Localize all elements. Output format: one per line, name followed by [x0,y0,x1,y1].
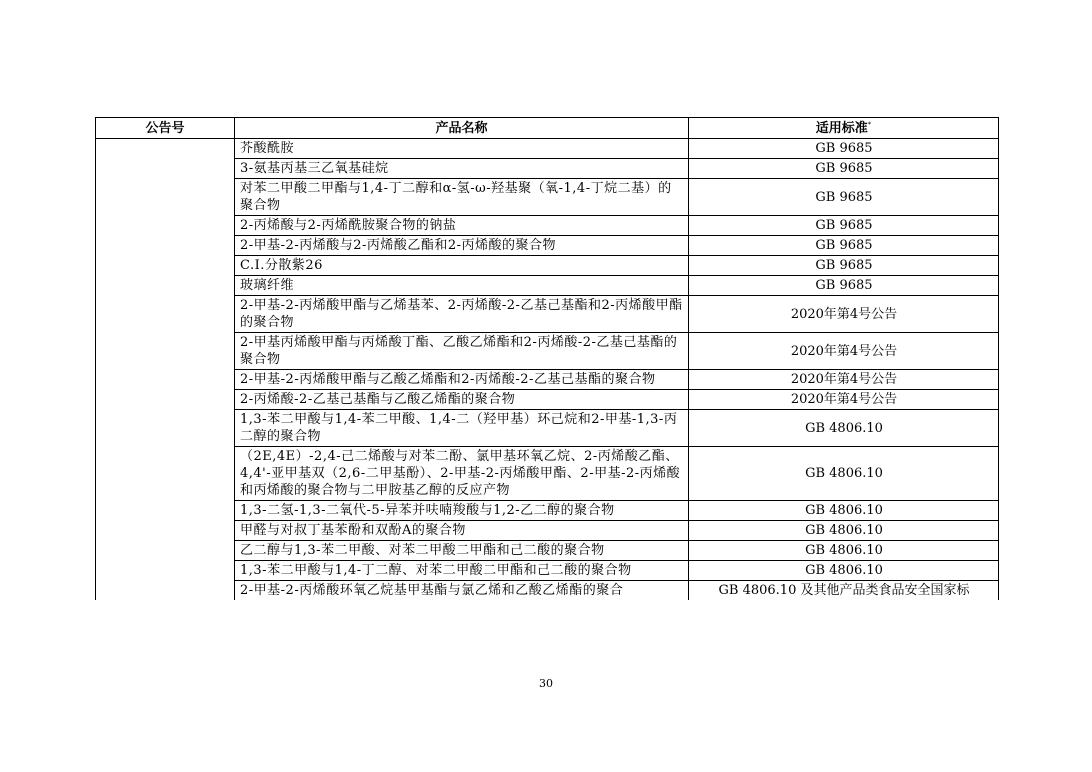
product-name: 2-甲基-2-丙烯酸与2-丙烯酸乙酯和2-丙烯酸的聚合物 [235,236,689,256]
product-name: 芥酸酰胺 [235,139,689,159]
header-applicable-standard-label: 适用标准 [815,120,868,136]
product-name: 2-丙烯酸-2-乙基己基酯与乙酸乙烯酯的聚合物 [235,390,689,410]
product-name: 2-甲基-2-丙烯酸甲酯与乙烯基苯、2-丙烯酸-2-乙基己基酯和2-丙烯酸甲酯的聚合物 [235,296,689,333]
standard: 2020年第4号公告 [689,296,999,333]
header-applicable-standard [689,118,999,139]
product-standard-table [95,117,999,600]
product-name: 2-甲基-2-丙烯酸环氧乙烷基甲基酯与氯乙烯和乙酸乙烯酯的聚合 [235,581,689,601]
product-name: 2-丙烯酸与2-丙烯酰胺聚合物的钠盐 [235,216,689,236]
standard: 2020年第4号公告 [689,333,999,370]
product-name: 2-甲基丙烯酸甲酯与丙烯酸丁酯、乙酸乙烯酯和2-丙烯酸-2-乙基己基酯的聚合物 [235,333,689,370]
standard: GB 9685 [689,159,999,179]
header-notice-number: 公告号 [96,118,235,139]
standard: GB 4806.10 [689,521,999,541]
standard: GB 4806.10 [689,501,999,521]
standard: GB 9685 [689,216,999,236]
product-name: 乙二醇与1,3-苯二甲酸、对苯二甲酸二甲酯和己二酸的聚合物 [235,541,689,561]
product-name: 玻璃纤维 [235,276,689,296]
standard: GB 9685 [689,276,999,296]
product-name: （2E,4E）-2,4-己二烯酸与对苯二酚、氯甲基环氧乙烷、2-丙烯酸乙酯、4,4'-亚甲基双（2,6-二甲基酚）、2-甲基-2-丙烯酸甲酯、2-甲基-2-丙烯酸和丙烯酸的聚合物与二甲胺基乙醇的反应产物 [235,447,689,501]
product-name: 1,3-苯二甲酸与1,4-丁二醇、对苯二甲酸二甲酯和己二酸的聚合物 [235,561,689,581]
standard: GB 4806.10 [689,447,999,501]
standard: GB 4806.10 [689,561,999,581]
page-number: 30 [539,677,553,690]
standard: GB 9685 [689,139,999,159]
notice-number-cell [96,139,235,601]
standard: GB 4806.10 [689,541,999,561]
header-product-name: 产品名称 [235,118,689,139]
table-row [96,139,999,159]
standard: GB 9685 [689,256,999,276]
standard: GB 4806.10 [689,410,999,447]
standard: GB 4806.10 及其他产品类食品安全国家标 [689,581,999,601]
product-name: 3-氨基丙基三乙氧基硅烷 [235,159,689,179]
product-name: C.I.分散紫26 [235,256,689,276]
product-name: 1,3-苯二甲酸与1,4-苯二甲酸、1,4-二（羟甲基）环己烷和2-甲基-1,3-丙二醇的聚合物 [235,410,689,447]
table-header-row [96,118,999,139]
standard: 2020年第4号公告 [689,390,999,410]
header-footnote-mark: * [867,120,872,129]
product-name: 甲醛与对叔丁基苯酚和双酚A的聚合物 [235,521,689,541]
product-name: 对苯二甲酸二甲酯与1,4-丁二醇和α-氢-ω-羟基聚（氧-1,4-丁烷二基）的聚合物 [235,179,689,216]
standard: GB 9685 [689,179,999,216]
standard: 2020年第4号公告 [689,370,999,390]
product-name: 1,3-二氢-1,3-二氧代-5-异苯并呋喃羧酸与1,2-乙二醇的聚合物 [235,501,689,521]
standard: GB 9685 [689,236,999,256]
product-name: 2-甲基-2-丙烯酸甲酯与乙酸乙烯酯和2-丙烯酸-2-乙基己基酯的聚合物 [235,370,689,390]
